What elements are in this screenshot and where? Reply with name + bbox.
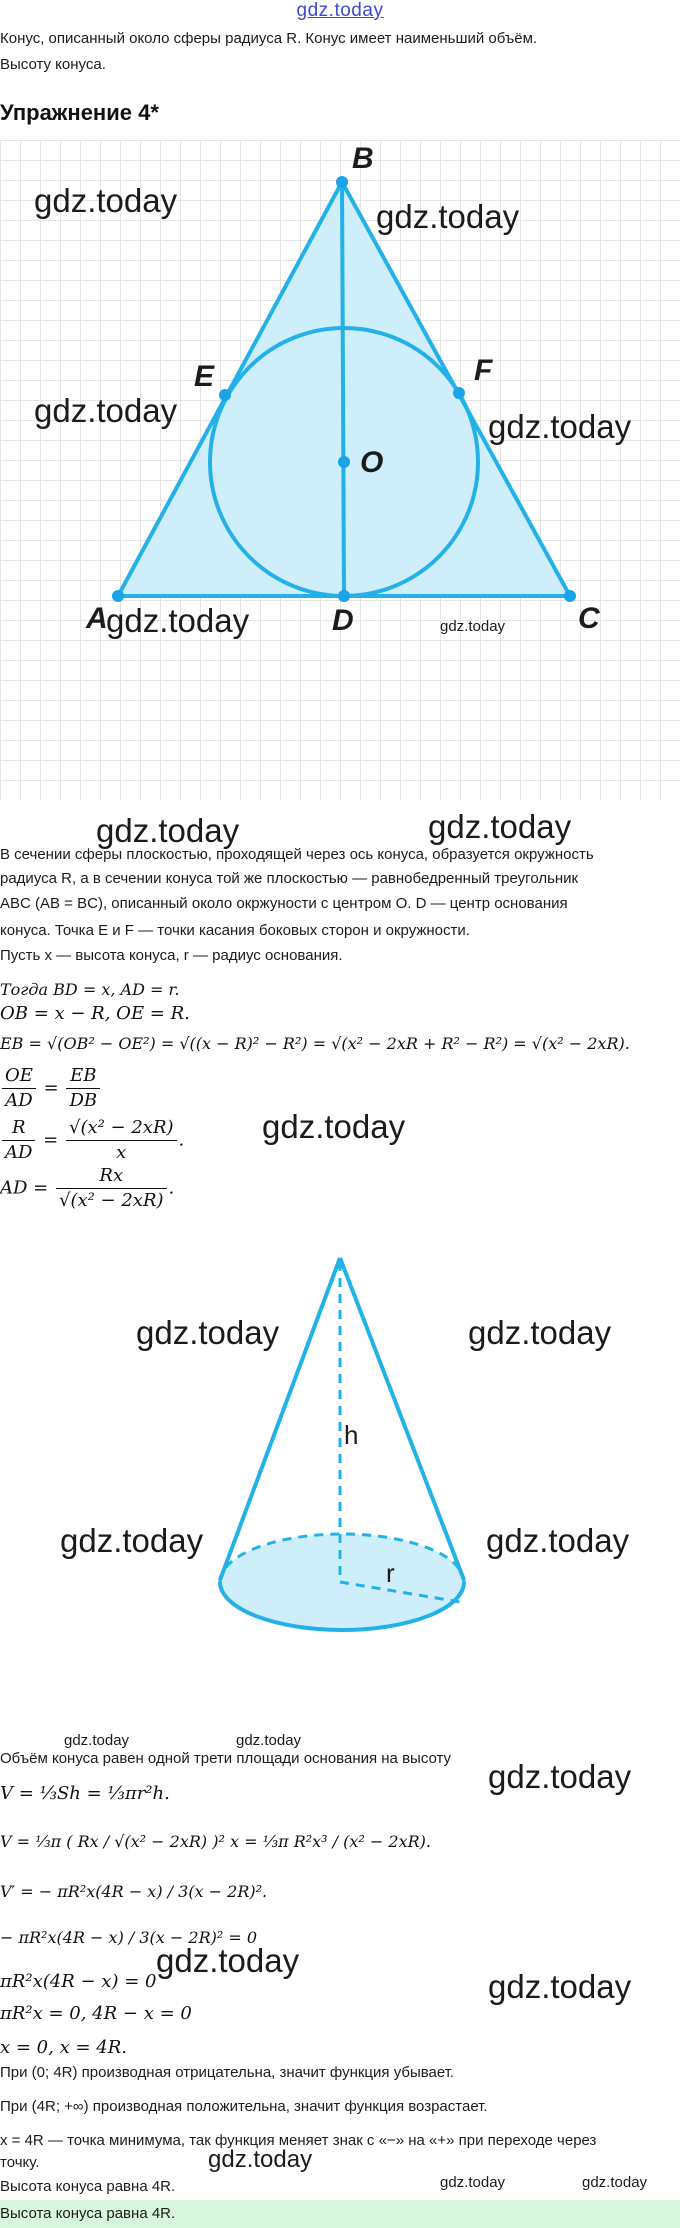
- watermark: gdz.today: [106, 602, 250, 639]
- math-v2: V = ⅓π ( Rx / √(x² − 2xR) )² x = ⅓π R²x³ / (x² − 2xR).: [0, 1832, 431, 1851]
- cone-diagram: [0, 1240, 680, 1680]
- cone-left-edge: [220, 1258, 340, 1580]
- r-rhs-den: x: [116, 1142, 127, 1163]
- watermark: gdz.today: [428, 808, 572, 845]
- site-logo-link[interactable]: gdz.today: [296, 0, 384, 21]
- watermark: gdz.today: [376, 198, 520, 235]
- height-bd: [342, 182, 344, 596]
- cone-right-edge: [340, 1258, 464, 1580]
- label-e: E: [194, 360, 215, 393]
- r-num: R: [2, 1116, 35, 1141]
- exercise-title: Упражнение 4*: [0, 100, 159, 125]
- math-then: Тогда BD = x, AD = r.: [0, 980, 180, 999]
- ad-label: AD =: [0, 1177, 49, 1199]
- explanation-line-5: Пусть x — высота конуса, r — радиус основания.: [0, 947, 343, 964]
- math-r-ratio: $\frac{R}{AD}$ = $\frac{\text{√(x² − 2xR)}}{x}$ .: [0, 1116, 184, 1165]
- point-a: [112, 590, 124, 602]
- watermark: gdz.today: [208, 2146, 313, 2173]
- ad-den: √(x² − 2xR): [58, 1190, 164, 1211]
- label-f: F: [474, 354, 493, 387]
- conclusion-5: Высота конуса равна 4R.: [0, 2178, 176, 2195]
- point-c: [564, 590, 576, 602]
- intro-line-2: Высоту конуса.: [0, 56, 106, 73]
- math-ob: OB = x − R, OE = R.: [0, 1003, 190, 1024]
- ratio-db: DB: [69, 1090, 98, 1111]
- label-h: h: [344, 1420, 359, 1450]
- math-eb: EB = √(OB² − OE²) = √((x − R)² − R²) = √(x² − 2xR + R² − R²) = √(x² − 2xR).: [0, 1034, 630, 1053]
- watermark: gdz.today: [34, 182, 178, 219]
- watermark: gdz.today: [488, 1968, 632, 2005]
- conclusion-4: точку.: [0, 2154, 40, 2171]
- point-o: [338, 456, 350, 468]
- explanation-line-2: радиуса R, а в сечении конуса той же плоскостью — равнобедренный треугольник: [0, 870, 579, 887]
- ratio-oe: OE: [2, 1064, 36, 1089]
- conclusion-3: x = 4R — точка минимума, так функция меняет знак с «−» на «+» при переходе через: [0, 2132, 597, 2149]
- answer-highlight: [0, 2200, 680, 2228]
- label-o: O: [360, 446, 384, 479]
- explanation-line-3: ABC (AB = BC), описанный около окржуности с центром O. D — центр основания: [0, 895, 568, 912]
- r-rhs-num: √(x² − 2xR): [66, 1116, 177, 1141]
- math-v7: x = 0, x = 4R.: [0, 2037, 127, 2058]
- watermark: gdz.today: [488, 408, 632, 445]
- math-v4: − πR²x(4R − x) / 3(x − 2R)² = 0: [0, 1928, 258, 1947]
- watermark: gdz.today: [488, 1758, 632, 1795]
- watermark: gdz.today: [156, 1942, 300, 1979]
- watermark: gdz.today: [262, 1108, 406, 1145]
- label-c: C: [578, 602, 600, 635]
- watermark: gdz.today: [440, 2174, 506, 2191]
- watermark: gdz.today: [34, 392, 178, 429]
- ratio-eb: EB: [66, 1064, 100, 1089]
- conclusion-2: При (4R; +∞) производная положительна, значит функция возрастает.: [0, 2098, 488, 2115]
- volume-intro: Объём конуса равен одной трети площади основания на высоту: [0, 1750, 452, 1767]
- watermark: gdz.today: [468, 1314, 612, 1351]
- explanation-line-4: конуса. Точка E и F — точки касания боковых сторон и окружности.: [0, 922, 470, 939]
- point-b: [336, 176, 348, 188]
- point-d: [338, 590, 350, 602]
- label-a: A: [86, 602, 108, 635]
- math-v3: V′ = − πR²x(4R − x) / 3(x − 2R)².: [0, 1882, 268, 1901]
- watermark: gdz.today: [96, 812, 240, 849]
- triangle-figure: [0, 140, 680, 800]
- math-ratio: $\frac{OE}{AD}$ = $\frac{EB}{DB}$: [0, 1064, 102, 1113]
- math-v1: V = ⅓Sh = ⅓πr²h.: [0, 1783, 170, 1804]
- ratio-ad: AD: [5, 1090, 33, 1111]
- label-r: r: [386, 1558, 395, 1588]
- ad-num: Rx: [56, 1164, 167, 1189]
- r-den: AD: [5, 1142, 33, 1163]
- intro-line-1: Конус, описанный около сферы радиуса R. Конус имеет наименьший объём.: [0, 30, 538, 47]
- triangle-diagram: [0, 140, 680, 800]
- conclusion-1: При (0; 4R) производная отрицательна, значит функция убывает.: [0, 2064, 455, 2081]
- watermark: gdz.today: [440, 618, 506, 635]
- point-e: [219, 389, 231, 401]
- label-b: B: [352, 142, 374, 175]
- watermark: gdz.today: [236, 1732, 302, 1749]
- watermark: gdz.today: [486, 1522, 630, 1559]
- watermark: gdz.today: [64, 1732, 130, 1749]
- answer-text: Высота конуса равна 4R.: [0, 2205, 176, 2222]
- explanation-line-1: В сечении сферы плоскостью, проходящей через ось конуса, образуется окружность: [0, 846, 594, 863]
- watermark: gdz.today: [582, 2174, 648, 2191]
- label-d: D: [332, 604, 354, 637]
- watermark: gdz.today: [136, 1314, 280, 1351]
- math-v6: πR²x = 0, 4R − x = 0: [0, 2003, 192, 2024]
- point-f: [453, 387, 465, 399]
- math-ad: AD = $\frac{Rx}{\text{√(x² − 2xR)}}$ .: [0, 1165, 175, 1211]
- math-v5: πR²x(4R − x) = 0: [0, 1971, 157, 1992]
- watermark: gdz.today: [60, 1522, 204, 1559]
